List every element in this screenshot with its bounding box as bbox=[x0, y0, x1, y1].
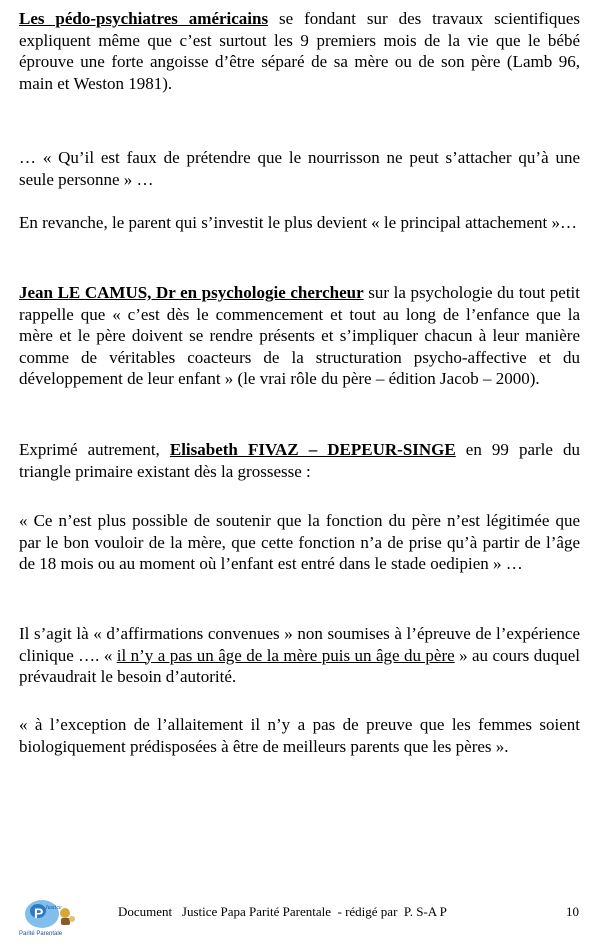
paragraph-text: « Ce n’est plus possible de soutenir que la fonction du père n’est légitimée que par le bon vouloir de la mère, que cette fonction n’a de prise qu’à partir de l’âge de 18 mois ou au moment où l’enfant est entré dans le stade oedipien » … bbox=[19, 511, 580, 573]
paragraph-fivaz bbox=[19, 439, 580, 482]
page-footer bbox=[0, 898, 597, 938]
page-number: 10 bbox=[566, 904, 579, 919]
paragraph-text: … « Qu’il est faux de prétendre que le nourrisson ne peut s’attacher qu’à une seule personne » … bbox=[19, 148, 580, 189]
footer-text: Document Justice Papa Parité Parentale - rédigé par P. S-A P bbox=[118, 904, 447, 919]
paragraph-le-camus bbox=[19, 282, 580, 390]
paragraph-text: sur la psychologie du tout petit rappelle que « c’est dès le commencement et tout au long de l’enfance que la mère et le père doivent se rendre présents et s’impliquer chacun à leur manière comme de véritables coacteurs de la structuration psycho-affective et du développement de leur enfant » (le vrai rôle du père – édition Jacob – 2000). bbox=[19, 283, 581, 388]
logo-text-top: Justice bbox=[45, 905, 62, 911]
paragraph-text: » au cours duquel prévaudrait le besoin d’autorité. bbox=[19, 645, 580, 686]
paragraph-text: Exprimé autrement, bbox=[19, 440, 170, 459]
paragraph-allaitement-quote bbox=[19, 714, 580, 757]
logo-text-bottom: Parité Parentale bbox=[19, 931, 63, 937]
svg-text:P: P bbox=[34, 905, 44, 921]
underlined-quote: il n’y a pas un âge de la mère puis un âge du père bbox=[116, 645, 455, 665]
paragraph-affirmations-convenues bbox=[19, 623, 580, 688]
author-name-pedo-psychiatres: Les pédo-psychiatres américains bbox=[19, 9, 269, 28]
paragraph-principal-attachement bbox=[19, 212, 580, 234]
paragraph-text: en 99 parle du triangle primaire existant dès la grossesse : bbox=[19, 440, 580, 481]
paragraph-text: En revanche, le parent qui s’investit le plus devient « le principal attachement »… bbox=[19, 213, 577, 232]
paragraph-text: Il s’agit là « d’affirmations convenues » non soumises à l’épreuve de l’expérience clinique …. « bbox=[19, 624, 580, 665]
author-name-le-camus: Jean LE CAMUS, Dr en psychologie chercheur bbox=[19, 283, 364, 302]
paragraph-nourrisson-quote bbox=[19, 147, 580, 190]
paragraph-pedo-psychiatres bbox=[19, 8, 580, 94]
paragraph-text: se fondant sur des travaux scientifiques expliquent même que c’est surtout les 9 premiers mois de la vie que le bébé éprouve une forte angoisse d’être séparé de sa mère ou de son père (Lamb 96, main et Weston 1981). bbox=[19, 9, 580, 93]
justice-papa-logo-icon bbox=[18, 898, 80, 938]
paragraph-fonction-du-pere-quote bbox=[19, 510, 580, 575]
author-name-fivaz: Elisabeth FIVAZ – DEPEUR-SINGE bbox=[169, 440, 456, 459]
paragraph-text: « à l’exception de l’allaitement il n’y a pas de preuve que les femmes soient biologiquement prédisposées à être de meilleurs parents que les pères ». bbox=[19, 715, 580, 756]
